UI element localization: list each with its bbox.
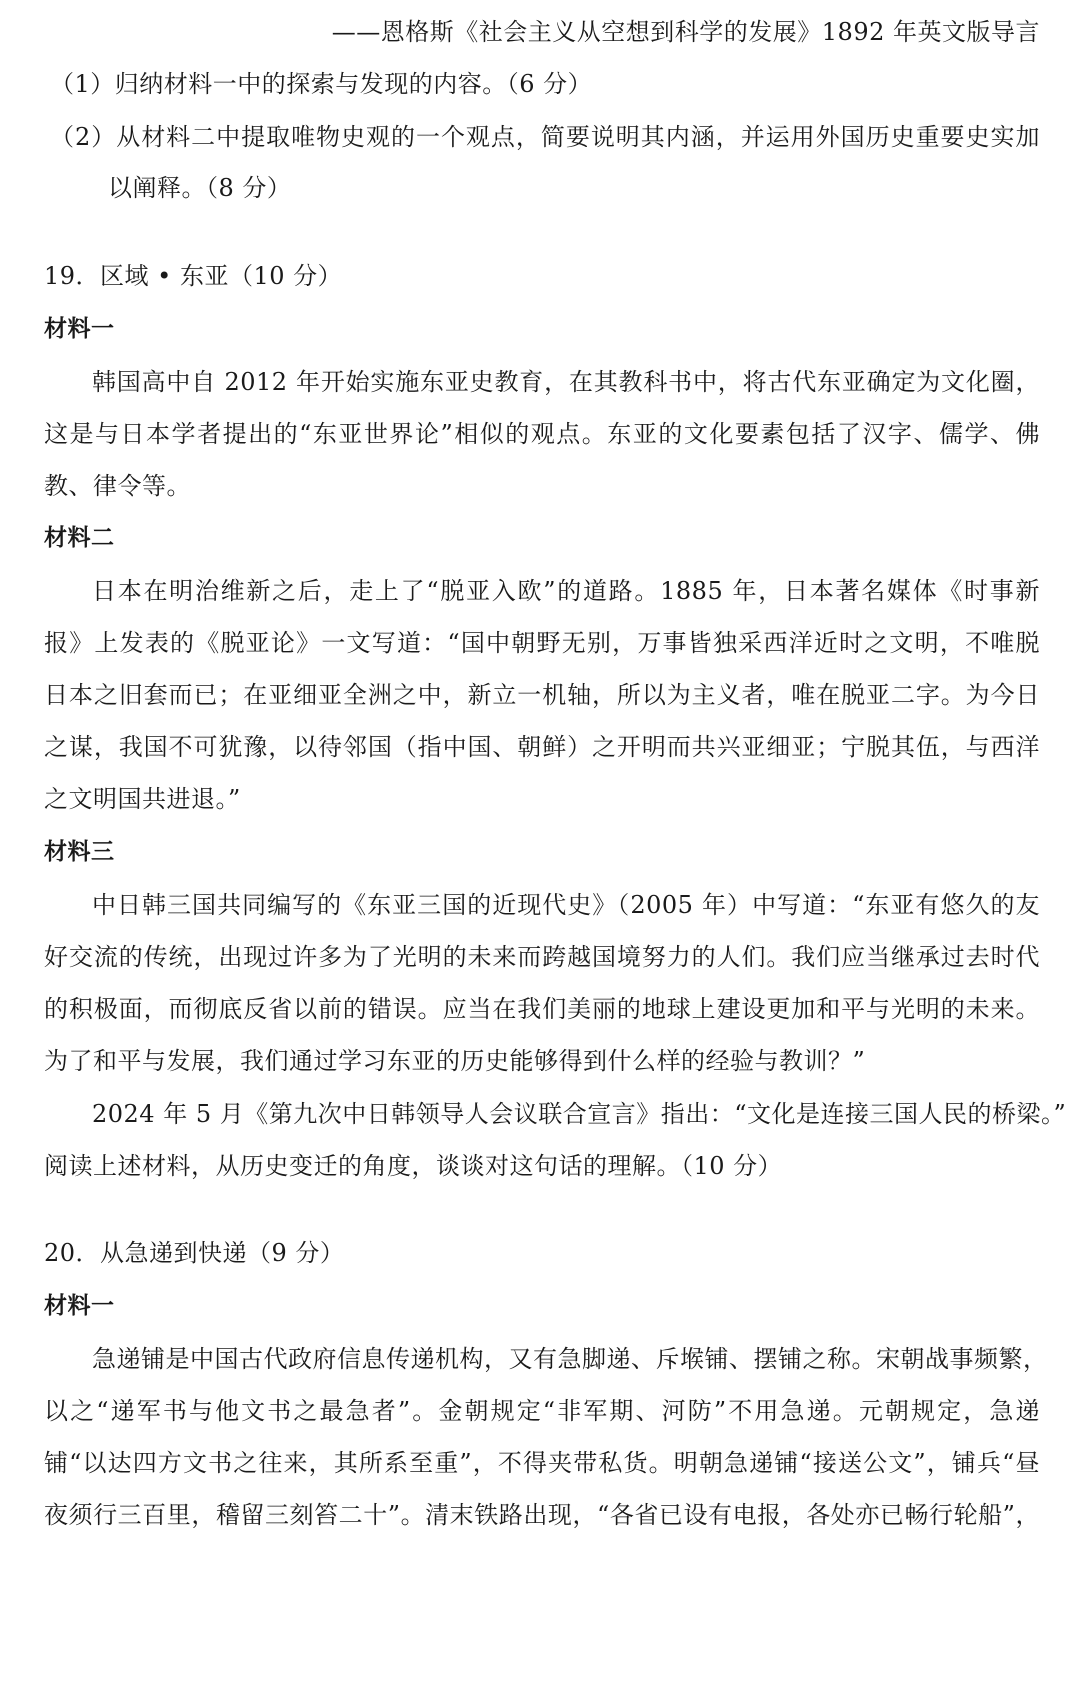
q19-m3-line-4: 为了和平与发展，我们通过学习东亚的历史能够得到什么样的经验与教训？” [44,1047,866,1075]
question-20-title: 20．从急递到快递（9 分） [44,1239,345,1267]
q19-m2-line-4: 之谋，我国不可犹豫，以待邻国（指中国、朝鲜）之开明而共兴亚细亚；宁脱其伍，与西洋 [44,733,1040,761]
q19-m2-line-2: 报》上发表的《脱亚论》一文写道：“国中朝野无别，万事皆独采西洋近时之文明，不唯脱 [44,629,1040,657]
q19-m2-line-5: 之文明国共进退。” [44,785,241,813]
question-19-title: 19．区域 • 东亚（10 分） [44,262,343,290]
q19-task-line: 阅读上述材料，从历史变迁的角度，谈谈对这句话的理解。（10 分） [44,1152,783,1180]
q19-material-1-label: 材料一 [44,316,115,342]
q19-m1-line-1: 韩国高中自 2012 年开始实施东亚史教育，在其教科书中，将古代东亚确定为文化圈， [92,368,1040,396]
question-18-sub-2-line-1: （2）从材料二中提取唯物史观的一个观点，简要说明其内涵，并运用外国历史重要史实加 [50,123,1040,151]
q20-m1-line-4: 夜须行三百里，稽留三刻笞二十”。清末铁路出现，“各省已设有电报，各处亦已畅行轮船”， [44,1501,1040,1529]
q19-m1-line-2: 这是与日本学者提出的“东亚世界论”相似的观点。东亚的文化要素包括了汉字、儒学、佛 [44,420,1040,448]
q19-m2-line-3: 日本之旧套而已；在亚细亚全洲之中，新立一机轴，所以为主义者，唯在脱亚二字。为今日 [44,681,1040,709]
q20-m1-line-2: 以之“递军书与他文书之最急者”。金朝规定“非军期、河防”不用急递。元朝规定，急递 [44,1397,1040,1425]
q19-m3-line-2: 好交流的传统，出现过许多为了光明的未来而跨越国境努力的人们。我们应当继承过去时代 [44,943,1040,971]
q19-m2-line-1: 日本在明治维新之后，走上了“脱亚入欧”的道路。1885 年，日本著名媒体《时事新 [92,577,1040,605]
q19-quote-line: 2024 年 5 月《第九次中日韩领导人会议联合宣言》指出：“文化是连接三国人民的桥梁。” [92,1100,1067,1128]
q20-m1-line-1: 急递铺是中国古代政府信息传递机构，又有急脚递、斥堠铺、摆铺之称。宋朝战事频繁， [92,1345,1048,1373]
q19-m3-line-3: 的积极面，而彻底反省以前的错误。应当在我们美丽的地球上建设更加和平与光明的未来。 [44,995,1040,1023]
q19-material-3-label: 材料三 [44,839,115,865]
question-18-sub-1: （1）归纳材料一中的探索与发现的内容。（6 分） [50,70,593,98]
q20-m1-line-3: 铺“以达四方文书之往来，其所系至重”，不得夹带私货。明朝急递铺“接送公文”，铺兵“昼 [44,1449,1040,1477]
source-citation: ——恩格斯《社会主义从空想到科学的发展》1892 年英文版导言 [331,18,1040,46]
q20-material-1-label: 材料一 [44,1293,115,1319]
q19-m3-line-1: 中日韩三国共同编写的《东亚三国的近现代史》（2005 年）中写道：“东亚有悠久的友 [92,891,1040,919]
q19-material-2-label: 材料二 [44,525,115,551]
question-18-sub-2-line-2: 以阐释。（8 分） [108,174,292,202]
q19-m1-line-3: 教、律令等。 [44,472,191,500]
